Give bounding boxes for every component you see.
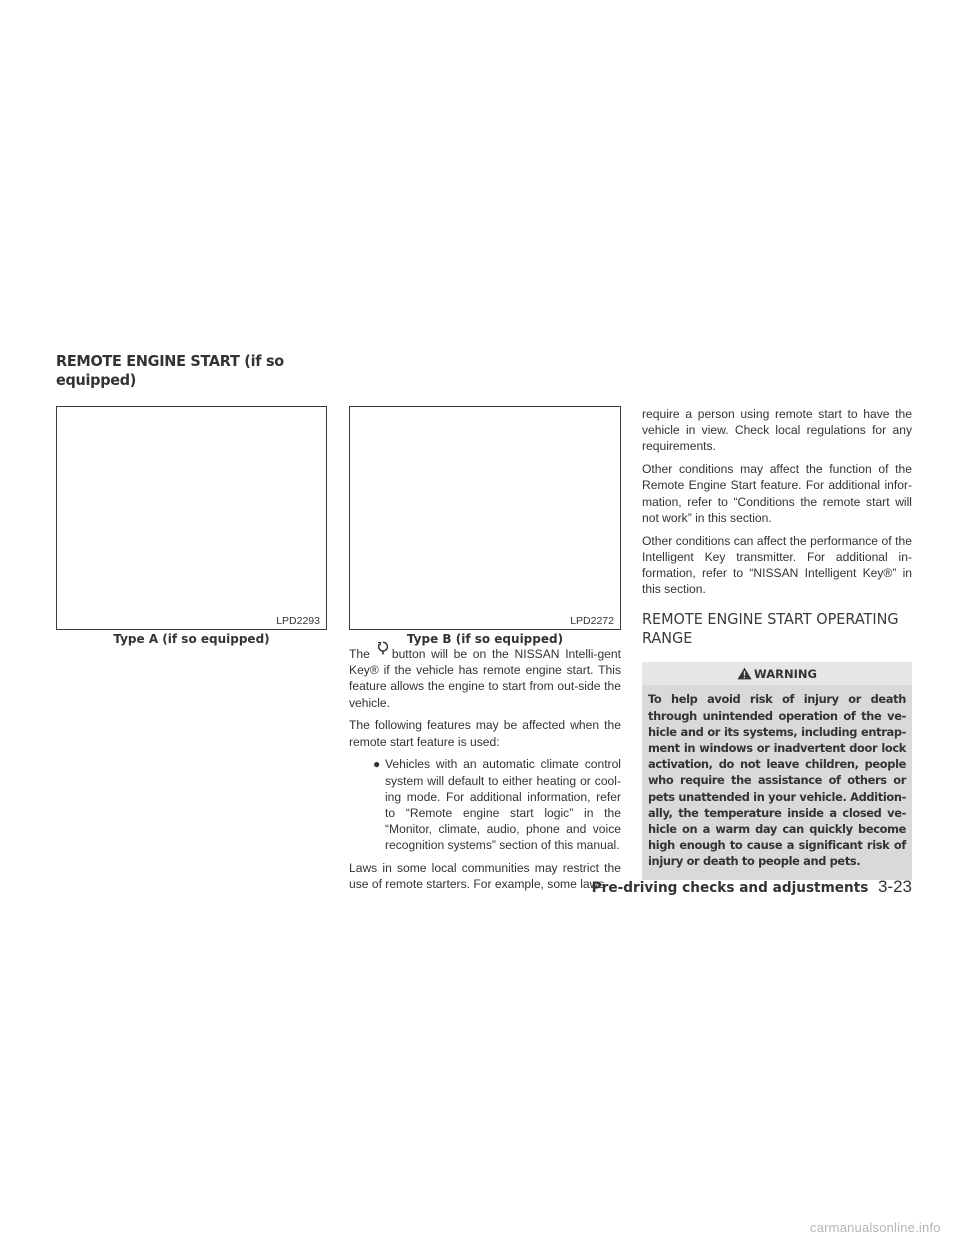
features-intro: The following features may be affected when the remote start feature is used: bbox=[349, 718, 621, 749]
other-conditions-paragraph: Other conditions can affect the performance of the Intelligent Key transmitter. For additional in-formation, refer to “NISSAN Intelligent Key®” in this section. bbox=[642, 533, 912, 597]
warning-text: To help avoid risk of injury or death through unintended operation of the ve-hicle and or its systems, including entrap-ment in windows or inadvertent door lock activation, do not leave children, people who require the assistance of others or pets unattended in your vehicle. Addition-ally, the temperature inside a closed ve-hicle on a warm day can quickly become high enough to cause a significant risk of injury or death to people and pets. bbox=[648, 692, 906, 869]
remote-start-icon bbox=[370, 647, 392, 659]
other-conditions-paragraph: Other conditions may affect the function of the Remote Engine Start feature. For additional infor-mation, refer to “Conditions the remote start will not work” in this section. bbox=[642, 462, 912, 525]
figure-code: LPD2293 bbox=[276, 615, 320, 627]
laws-paragraph: Laws in some local communities may restrict the use of remote starters. For example, some laws bbox=[349, 861, 621, 892]
intro-text-after: button will be on the NISSAN Intelli-gent Key® if the vehicle has remote engine start. This feature allows the engine to start from out-side the vehicle. bbox=[349, 647, 621, 710]
page-number: 3-23 bbox=[877, 877, 912, 896]
figure-code: LPD2272 bbox=[570, 615, 614, 627]
watermark: carmanualsonline.info bbox=[810, 1220, 941, 1235]
section-title: REMOTE ENGINE START (if so equipped) bbox=[56, 352, 284, 389]
figure-caption: Type A (if so equipped) bbox=[113, 632, 270, 646]
subsection-title: REMOTE ENGINE START OPERATING RANGE bbox=[642, 610, 899, 647]
list-item bbox=[349, 756, 621, 853]
bullet-text: Vehicles with an automatic climate control system will default to either heating or cool-ing mode. For additional information, refer to “Remote engine start logic” in the “Monitor, climate, audio, phone and voice recognition systems” section of this manual. bbox=[385, 757, 621, 853]
warning-box bbox=[642, 662, 912, 879]
figure-type-b bbox=[349, 406, 621, 630]
bullet-dot: ● bbox=[373, 757, 381, 772]
body-column-right bbox=[642, 406, 912, 880]
laws-paragraph-continued: require a person using remote start to have the vehicle in view. Check local regulations for any requirements. bbox=[642, 407, 912, 454]
warning-header bbox=[642, 662, 912, 685]
warning-label: WARNING bbox=[754, 666, 817, 681]
intro-paragraph bbox=[349, 646, 621, 711]
warning-triangle-icon bbox=[737, 667, 752, 680]
footer-section-label: Pre-driving checks and adjustments bbox=[591, 880, 868, 896]
figure-type-a bbox=[56, 406, 327, 630]
figure-caption: Type B (if so equipped) bbox=[406, 632, 564, 646]
page-footer bbox=[574, 877, 912, 897]
body-column-middle bbox=[349, 646, 621, 899]
intro-text-before: The bbox=[349, 647, 370, 661]
